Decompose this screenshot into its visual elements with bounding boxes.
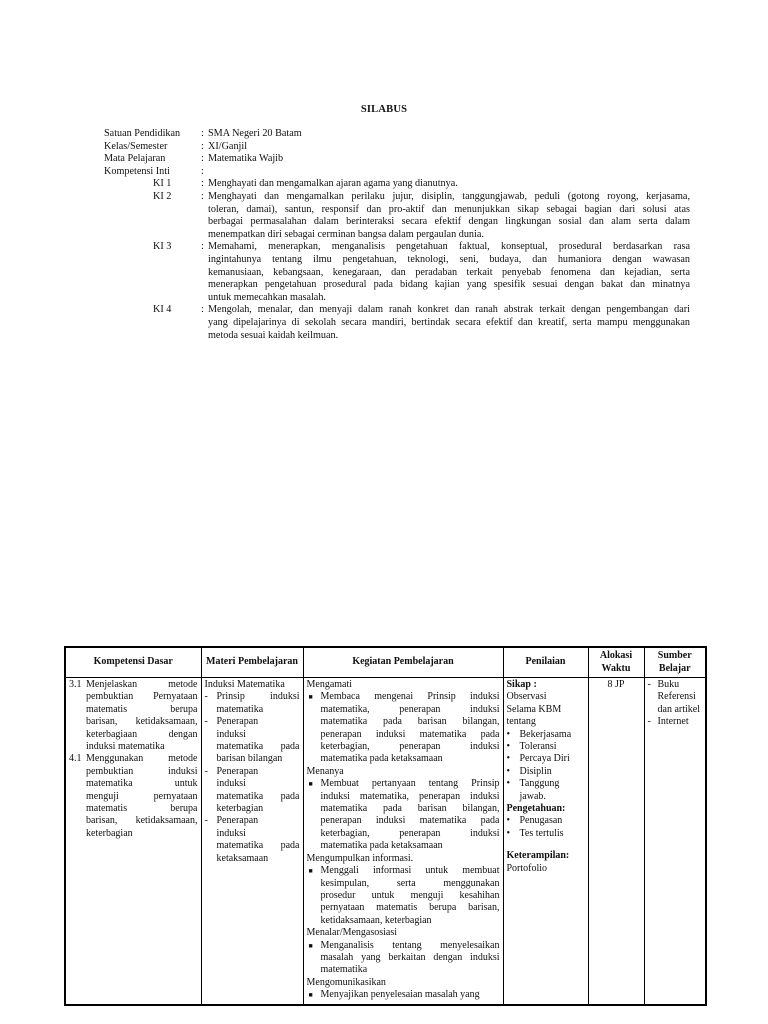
kd-item: [69, 753, 198, 840]
header-label: KI 2: [153, 191, 172, 202]
header-colon: :: [201, 140, 204, 152]
penilaian-item: [507, 729, 585, 741]
materi-heading: Induksi Matematika: [204, 679, 285, 690]
text-line: induksi matematika, penerapan induksi: [320, 790, 500, 802]
col-header-kegiatan: Kegiatan Pembelajaran: [303, 647, 503, 678]
header-value: [208, 191, 690, 241]
text-line: berbagai permasalahan dalam berinteraksi secara efektif dengan lingkungan sosial dan alam serta dalam: [208, 216, 690, 228]
header-label: Satuan Pendidikan: [104, 128, 181, 139]
kd-item: [69, 679, 198, 753]
text-line: kesimpulan, serta menggunakan: [320, 877, 500, 889]
bullet-icon: •: [506, 778, 511, 790]
header-value: [208, 304, 690, 342]
text-line: metoda sesuai kaidah keilmuan.: [208, 329, 339, 341]
text-line: menerapkan pengetahuan prosedural pada bidang kajian yang spesifik sesuai dengan bakat dan minatnya: [208, 279, 690, 291]
header-value: [208, 153, 690, 166]
cell-alokasi: 8 JP: [588, 678, 644, 1006]
square-bullet-icon: ■: [308, 941, 313, 950]
kegiatan-heading: Menalar/Mengasosiasi: [306, 927, 398, 939]
text-line: Memahami, menerapkan, menganalisis pengetahuan faktual, konseptual, prosedural berdasarkan rasa: [208, 241, 690, 253]
text-line: Menganalisis tentang menyelesaikan: [320, 939, 500, 951]
square-bullet-icon: ■: [308, 780, 313, 789]
dash-marker: -: [204, 765, 208, 777]
text-line: penerapan induksi matematika pada: [320, 815, 500, 827]
header-value: [208, 128, 690, 141]
materi-text: [217, 766, 300, 816]
col-header-alokasi: Alokasi Waktu: [588, 647, 644, 678]
text-line: keterbagian, penerapan induksi: [320, 741, 500, 753]
text-line: yang dipelajarinya di sekolah secara mandiri, bertindak secara efektif dan kreatif, serta mampu menggunakan: [208, 316, 690, 328]
text-line: Menjelaskan metode: [86, 679, 198, 690]
spacer: [507, 840, 585, 850]
table-row: [65, 678, 706, 1006]
text-line: Membaca mengenai Prinsip induksi: [320, 691, 500, 703]
cell-kompetensi-dasar: [65, 678, 201, 1006]
keterampilan-label: Keterampilan:: [506, 850, 570, 862]
square-bullet-icon: ■: [308, 991, 313, 1000]
materi-text: [217, 815, 300, 865]
text-line: matematika: [320, 964, 368, 976]
kegiatan-text: [321, 865, 500, 927]
text-line: induksi: [216, 827, 246, 839]
text-line: Internet: [657, 716, 689, 728]
sikap-label: Sikap :: [506, 679, 537, 690]
text-line: Observasi: [506, 691, 547, 703]
penilaian-item: [507, 766, 585, 778]
bullet-icon: •: [506, 753, 511, 765]
pengetahuan-label: Pengetahuan:: [506, 803, 566, 815]
kegiatan-heading: Mengumpulkan informasi.: [306, 852, 414, 864]
penilaian-item: [507, 828, 585, 840]
text-line: matematika pada ketaksamaan: [320, 753, 443, 765]
text-line: tentang: [506, 716, 536, 728]
text-line: Referensi: [657, 691, 696, 703]
text-line: menempatkan diri sebagai cerminan bangsa dalam pergaulan dunia.: [208, 228, 484, 240]
sumber-item: [648, 716, 703, 728]
text-line: barisan, ketidaksamaan,: [86, 815, 198, 827]
materi-text: [217, 716, 300, 766]
text-line: Penerapan: [216, 765, 259, 777]
text-line: Penerapan: [216, 815, 259, 827]
kegiatan-heading: Mengamati: [306, 679, 353, 690]
text-line: matematika pada barisan bilangan,: [320, 716, 500, 728]
materi-item: [205, 691, 300, 716]
text-line: toleran, damai), santun, responsif dan pro-aktif dan menunjukkan sikap sebagai bagian dari solusi atas: [208, 203, 690, 215]
sumber-item: [648, 679, 703, 716]
penilaian-text: Penugasan: [519, 815, 563, 827]
text-line: matematika pada: [216, 840, 300, 852]
text-line: prosedur untuk menguji kesahihan: [320, 889, 500, 901]
kegiatan-item: [307, 778, 500, 852]
col-header-materi: Materi Pembelajaran: [201, 647, 303, 678]
kd-number: 3.1: [69, 679, 82, 690]
text-line: ketidaksamaan, keterbagian: [320, 914, 432, 926]
sumber-text: [658, 679, 703, 716]
text-line: Prinsip induksi: [216, 691, 300, 703]
penilaian-text: Disiplin: [519, 765, 552, 777]
dash-marker: -: [647, 716, 651, 728]
kd-number: 4.1: [69, 753, 82, 765]
header-colon: :: [201, 304, 204, 316]
kegiatan-item: [307, 691, 500, 765]
text-line: Membuat pertanyaan tentang Prinsip: [320, 778, 500, 790]
text-line: keterbagiaan dengan: [86, 728, 198, 740]
square-bullet-icon: ■: [308, 867, 313, 876]
kegiatan-item: [307, 940, 500, 977]
text-line: Matematika Wajib: [208, 153, 284, 165]
text-line: Menyajikan penyelesaian masalah yang: [320, 989, 480, 1001]
penilaian-text: Tanggung jawab.: [519, 778, 560, 802]
text-line: ingintahunya tentang ilmu pengetahuan, teknologi, seni, budaya, dan humaniora dengan wawasan: [208, 253, 690, 265]
header-label: KI 1: [153, 178, 172, 190]
kegiatan-text: [321, 778, 500, 852]
syllabus-table: [64, 646, 707, 1006]
penilaian-item: [507, 815, 585, 827]
text-line: keterbagian, penerapan induksi: [320, 827, 500, 839]
header-colon: :: [201, 241, 204, 253]
penilaian-item: [507, 741, 585, 753]
text-line: matematika, penerapan induksi: [320, 703, 500, 715]
cell-sumber: [644, 678, 706, 1006]
text-line: dan artikel: [657, 703, 700, 715]
text-line: Menggunakan metode: [86, 753, 198, 765]
materi-item: [205, 766, 300, 816]
dash-marker: -: [204, 815, 208, 827]
header-label: KI 4: [153, 304, 172, 316]
text-line: penerapan induksi matematika pada: [320, 728, 500, 740]
header-value: [208, 178, 690, 191]
table-header-row: [65, 647, 706, 678]
header-label: Kompetensi Inti: [104, 165, 170, 177]
text-line: induksi matematika: [86, 741, 165, 753]
header-colon: :: [201, 165, 204, 177]
text-line: matematika pada ketaksamaan: [320, 840, 443, 852]
text-line: Portofolio: [506, 862, 548, 874]
col-header-sumber: Sumber Belajar: [644, 647, 706, 678]
header-value: [208, 141, 690, 154]
kd-text: [86, 679, 198, 753]
kegiatan-item: [307, 989, 500, 1001]
dash-marker: -: [204, 716, 208, 728]
text-line: Menghayati dan mengamalkan ajaran agama yang dianutnya.: [208, 178, 458, 190]
penilaian-text: Percaya Diri: [519, 753, 570, 765]
text-line: Mengolah, menalar, dan menyaji dalam ranah konkret dan ranah abstrak terkait dengan pengembangan dari: [208, 304, 690, 316]
header-value: [208, 241, 690, 304]
text-line: matematika pada: [216, 790, 300, 802]
header-colon: :: [201, 178, 204, 190]
bullet-icon: •: [506, 765, 511, 777]
text-line: matematika: [216, 703, 264, 715]
text-line: menguji pernyataan: [86, 790, 198, 802]
document-title: SILABUS: [360, 104, 408, 115]
col-header-penilaian: Penilaian: [503, 647, 588, 678]
dash-marker: -: [647, 679, 651, 690]
header-label: KI 3: [153, 241, 172, 253]
text-line: untuk memecahkan masalah.: [208, 291, 326, 303]
header-label: Mata Pelajaran: [104, 153, 166, 165]
cell-kegiatan: [303, 678, 503, 1006]
kegiatan-item: [307, 865, 500, 927]
text-line: kemanusiaan, kebangsaan, kenegaraan, dan peradaban terkait penyebab fenomena dan kejadian, serta: [208, 266, 690, 278]
text-line: matematika pada barisan bilangan,: [320, 803, 500, 815]
text-line: induksi: [216, 778, 246, 790]
text-line: Penerapan: [216, 716, 259, 728]
text-line: ketaksamaan: [216, 852, 269, 864]
text-line: Selama KBM: [506, 703, 562, 715]
penilaian-item: [507, 753, 585, 765]
square-bullet-icon: ■: [308, 693, 313, 702]
bullet-icon: •: [506, 827, 511, 839]
text-line: masalah yang berkaitan dengan induksi: [320, 951, 500, 963]
text-line: matematis berupa: [86, 803, 198, 815]
penilaian-text: Tes tertulis: [519, 827, 564, 839]
penilaian-item: [507, 778, 585, 803]
dash-marker: -: [204, 691, 208, 703]
text-line: keterbagian: [86, 827, 133, 839]
cell-materi: [201, 678, 303, 1006]
text-line: matematis berupa: [86, 703, 198, 715]
text-line: barisan bilangan: [216, 753, 283, 765]
kegiatan-text: [321, 691, 500, 765]
cell-penilaian: [503, 678, 588, 1006]
sumber-text: [658, 716, 703, 728]
kd-text: [86, 753, 198, 840]
text-line: keterbagian: [216, 803, 264, 815]
bullet-icon: •: [506, 728, 511, 740]
text-line: matematika untuk: [86, 778, 198, 790]
materi-item: [205, 716, 300, 766]
text-line: Buku: [657, 679, 680, 690]
materi-item: [205, 815, 300, 865]
text-line: SMA Negeri 20 Batam: [208, 128, 302, 139]
text-line: matematika pada: [216, 741, 300, 753]
text-line: barisan, ketidaksamaan,: [86, 716, 198, 728]
kegiatan-heading: Menanya: [306, 765, 344, 777]
penilaian-text: Bekerjasama: [519, 728, 572, 740]
text-line: Menggali informasi untuk membuat: [320, 865, 500, 877]
bullet-icon: •: [506, 741, 511, 753]
penilaian-text: Toleransi: [519, 741, 557, 753]
materi-text: [217, 691, 300, 716]
header-colon: :: [201, 153, 204, 165]
header-colon: :: [201, 191, 204, 202]
bullet-icon: •: [506, 815, 511, 827]
text-line: Menghayati dan mengamalkan perilaku jujur, disiplin, tanggungjawab, peduli (gotong royong, kerjasama,: [208, 191, 690, 202]
text-line: pernyataan matematis berupa barisan,: [320, 902, 500, 914]
text-line: pembuktian induksi: [86, 765, 198, 777]
text-line: pembuktian Pernyataan: [86, 691, 198, 703]
header-label: Kelas/Semester: [104, 140, 168, 152]
text-line: XI/Ganjil: [208, 140, 248, 152]
kegiatan-heading: Mengomunikasikan: [306, 976, 386, 988]
kegiatan-text: [321, 940, 500, 977]
kegiatan-text: [321, 989, 500, 1001]
header-colon: :: [201, 128, 204, 139]
col-header-kompetensi-dasar: Kompetensi Dasar: [65, 647, 201, 678]
text-line: induksi: [216, 728, 246, 740]
